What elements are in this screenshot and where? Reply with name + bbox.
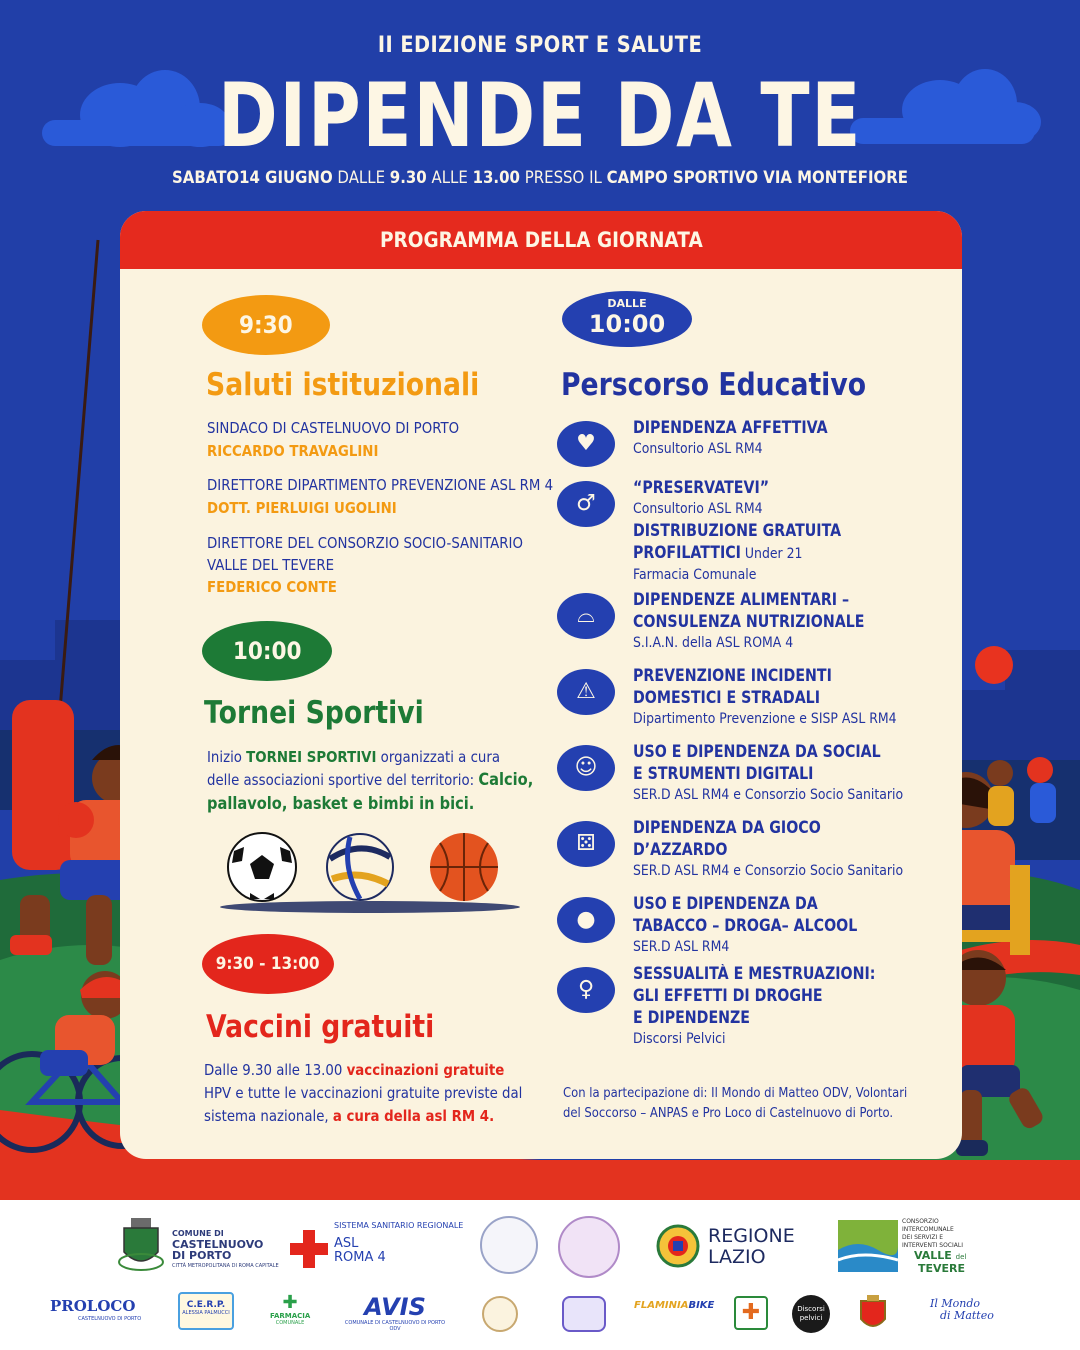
vaccini-line-3: sistema nazionale, a cura della asl RM 4. — [204, 1107, 495, 1125]
people-icon: ☺ — [557, 745, 615, 791]
asl-logo: SISTEMA SANITARIO REGIONALE ASL ROMA 4 — [334, 1221, 464, 1265]
saluti-role-2: DIRETTORE DIPARTIMENTO PREVENZIONE ASL RM 4 — [207, 476, 554, 494]
saluti-title: Saluti istituzionali — [206, 367, 480, 403]
program-card: PROGRAMMA DELLA GIORNATA 9:30 Saluti istituzionali SINDACO DI CASTELNUOVO DI PORTO RICCARDO TRAVAGLINI DIRETTORE DIPARTIMENTO PREVENZIONE ASL RM 4 DOTT. PIERLUIGI UGOLINI DIRETTORE DEL CONSORZIO SOCIO-SANITARIO VALLE DEL TEVERE FEDERICO CONTE 10:00 Tornei Sportivi Inizio TORNEI SPORTIVI organizzati a cura delle associazioni sportive del territorio: Calcio, pallavolo, basket e bimbi in bici. 9:30 - 13:00 Vaccini gratuiti Dalle 9.30 alle 13.00 vaccinazioni gratuite HPV e tutte le vaccinazioni gratuite previste dal sistema nazionale, a cura della asl RM 4. DALLE 10:00 Perscorso Educativo ♥ DIPENDENZA AFFETTIVA Consultorio ASL RM4 ♂ “PRESERVATEVI” Consultorio ASL RM4 DISTRIBUZIONE GRATUITA PROFILATTICI Under 21 Farmacia Comunale ⌓ DIPENDENZE ALIMENTARI – CONSULENZA NUTRIZIONALE S.I.A.N. della ASL ROMA 4 ⚠ PREVENZIONE INCIDENTI DOMESTICI E STRADALI Dipartimento Prevenzione e SISP ASL RM4 ☺ USO E DIPENDENZA DA SOCIAL E STRUMENTI DIGITALI SER.D ASL RM4 e Consorzio Socio Sanitario ⚄ DIPENDENZA DA GIOCO D’AZZARDO SER.D ASL RM4 e Consorzio Socio Sanitario ● USO E DIPENDENZA DA TABACCO – DROGA– ALCOOL SER.D ASL RM4 ♀ SESSUALITÀ E MESTRUAZIONI: GLI EFFETTI DI DROGHE E DIPENDENZE Discorsi Pelvici Con la partecipazione di: Il Mondo di Matteo ODV, Volontari del Soccorso – ANPAS e Pro Loco di Castelnuovo di Porto. — [120, 211, 962, 1159]
sports-balls — [220, 829, 520, 919]
municipal-crest-icon — [858, 1295, 888, 1333]
dice-icon: ⚄ — [557, 821, 615, 867]
association-logo-2 — [558, 1216, 620, 1278]
mondo-di-matteo-logo: Il Mondo di Matteo — [930, 1297, 994, 1322]
saluti-role-3b: VALLE DEL TEVERE — [207, 556, 335, 574]
avis-logo: AVIS COMUNALE DI CASTELNUOVO DI PORTO ODV — [344, 1293, 446, 1332]
proloco-logo: PROLOCO CASTELNUOVO DI PORTO — [50, 1297, 142, 1322]
cross-badge-logo: ✚ — [734, 1296, 768, 1330]
event-edition: II EDIZIONE SPORT E SALUTE — [377, 33, 703, 58]
event-title: DIPENDE DA TE — [217, 64, 863, 167]
time-badge-percorso: DALLE 10:00 — [562, 291, 692, 347]
vaccini-line-2: HPV e tutte le vaccinazioni gratuite previste dal — [204, 1084, 523, 1102]
saluti-role-1: SINDACO DI CASTELNUOVO DI PORTO — [207, 419, 460, 437]
credits-line-2: del Soccorso – ANPAS e Pro Loco di Castelnuovo di Porto. — [563, 1105, 894, 1121]
tornei-line-3: pallavolo, basket e bimbi in bici. — [207, 794, 475, 814]
pills-icon: ● — [557, 897, 615, 943]
city-right — [960, 650, 1080, 860]
saluti-role-3: DIRETTORE DEL CONSORZIO SOCIO-SANITARIO — [207, 534, 523, 552]
vaccini-title: Vaccini gratuiti — [206, 1009, 435, 1045]
heart-icon: ♥ — [557, 421, 615, 467]
tornei-line-1: Inizio TORNEI SPORTIVI organizzati a cura — [207, 748, 501, 766]
lazio-crest-icon — [656, 1224, 700, 1268]
percorso-title: Perscorso Educativo — [561, 367, 867, 403]
saluti-name-1: RICCARDO TRAVAGLINI — [207, 442, 379, 460]
program-title: PROGRAMMA DELLA GIORNATA — [120, 211, 962, 269]
asl-cross-icon — [290, 1230, 328, 1268]
vaccini-line-1: Dalle 9.30 alle 13.00 vaccinazioni gratuite — [204, 1061, 505, 1079]
saluti-name-3: FEDERICO CONTE — [207, 578, 337, 596]
volleyball-icon — [327, 834, 393, 900]
regione-lazio-logo: REGIONE LAZIO — [708, 1225, 795, 1268]
castelnuovo-crest-icon — [116, 1214, 166, 1274]
time-badge-saluti: 9:30 — [202, 295, 330, 355]
warning-icon: ⚠ — [557, 669, 615, 715]
association-logo-3 — [482, 1296, 518, 1332]
consorzio-logo: CONSORZIO INTERCOMUNALE DEI SERVIZI E INTERVENTI SOCIALI VALLE del TEVERE — [902, 1218, 967, 1275]
association-logo-4 — [562, 1296, 606, 1332]
farmacia-cross-icon: ✚ — [282, 1292, 298, 1313]
credits-line-1: Con la partecipazione di: Il Mondo di Matteo ODV, Volontari — [563, 1085, 908, 1101]
sponsor-footer — [0, 1200, 1080, 1350]
sun-icon — [975, 646, 1013, 684]
soccer-ball-icon — [228, 833, 296, 901]
cerp-logo: C.E.R.P. ALESSIA PALMUCCI — [178, 1292, 234, 1330]
condom-icon: ♂ — [557, 481, 615, 527]
farmacia-logo: ✚ FARMACIA COMUNALE — [270, 1292, 311, 1326]
basketball-icon — [430, 833, 498, 901]
consorzio-logo-icon — [838, 1220, 898, 1272]
punching-bag-icon — [12, 700, 74, 870]
flaminia-bike-logo: FLAMINIABIKE — [634, 1300, 715, 1311]
castelnuovo-logo: COMUNE DI CASTELNUOVO DI PORTO CITTÀ METROPOLITANA DI ROMA CAPITALE — [172, 1229, 279, 1269]
event-dateline: SABATO14 GIUGNO DALLE 9.30 ALLE 13.00 PRESSO IL CAMPO SPORTIVO VIA MONTEFIORE — [172, 168, 908, 188]
tornei-title: Tornei Sportivi — [204, 695, 424, 731]
time-badge-tornei: 10:00 — [202, 621, 332, 681]
food-cloche-icon: ⌓ — [557, 593, 615, 639]
time-badge-vaccini: 9:30 - 13:00 — [202, 934, 334, 994]
discorsi-pelvici-logo: Discorsi pelvici — [792, 1295, 830, 1333]
drop-icon: ♀ — [557, 967, 615, 1013]
association-logo-1 — [480, 1216, 538, 1274]
tornei-line-2: delle associazioni sportive del territorio: Calcio, — [207, 770, 534, 790]
saluti-name-2: DOTT. PIERLUIGI UGOLINI — [207, 499, 397, 517]
